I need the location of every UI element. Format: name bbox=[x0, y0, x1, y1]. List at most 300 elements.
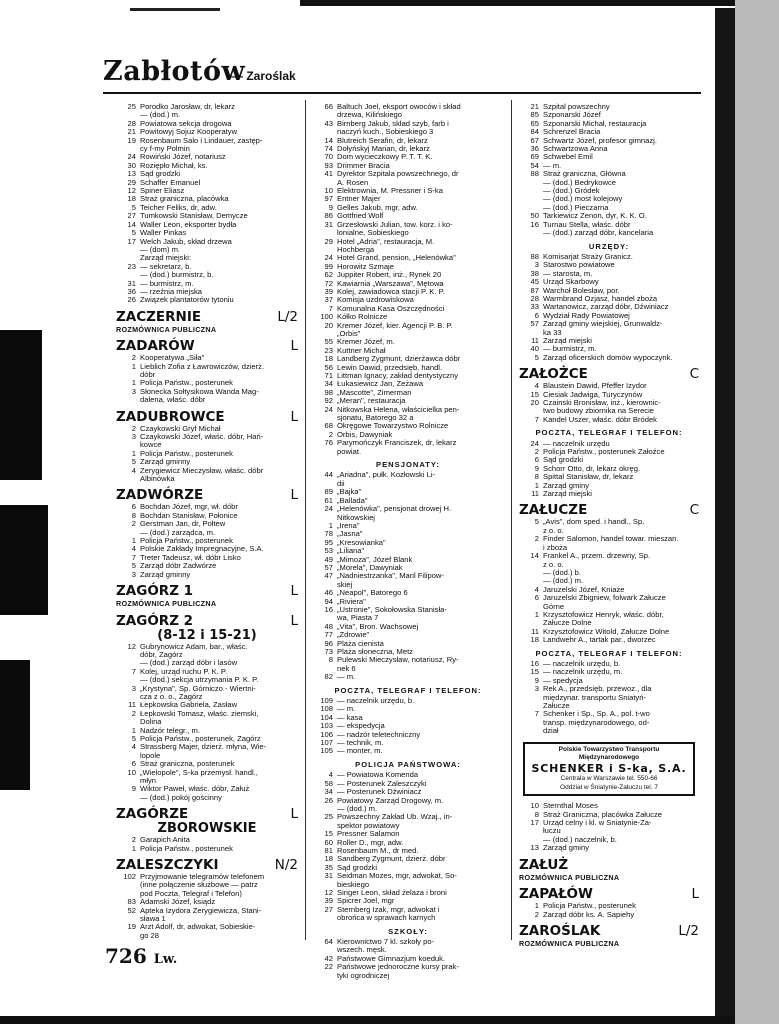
entry-text: Treter Tadeusz, wł. dóbr Lisko bbox=[140, 553, 241, 562]
entry-text: transp. międzynarodowego, od- bbox=[543, 718, 650, 727]
entry-text: Krzysztofowicz Henryk, właśc. dóbr, bbox=[543, 610, 664, 619]
section-heading: POCZTA, TELEGRAF I TELEFON: bbox=[535, 648, 683, 658]
directory-entry bbox=[519, 836, 699, 844]
page-footer bbox=[105, 944, 177, 968]
directory-entry bbox=[519, 819, 699, 827]
phone-number: 9 bbox=[131, 785, 136, 794]
locality-name: ZACZERNIE bbox=[116, 308, 202, 325]
directory-entry bbox=[313, 271, 503, 279]
phone-number: 4 bbox=[328, 771, 333, 780]
directory-entry bbox=[313, 731, 503, 739]
directory-entry bbox=[519, 677, 699, 685]
directory-entry bbox=[519, 399, 699, 407]
phone-number: 2 bbox=[534, 448, 539, 457]
phone-number bbox=[116, 890, 140, 898]
phone-number: 5 bbox=[131, 203, 136, 212]
phone-number: 7 bbox=[328, 304, 333, 313]
entry-text: — rzeźnia miejska bbox=[140, 287, 203, 296]
phone-number: 27 bbox=[324, 905, 333, 914]
entry-text: Orbis, Dawyniak bbox=[337, 430, 393, 439]
entry-text: Jaruzelski Józef, Kniaże bbox=[543, 585, 625, 594]
entry-text: Policja Państw., posterunek bbox=[140, 449, 233, 458]
phone-number: 8 bbox=[534, 473, 539, 482]
entry-text: pod Poczta, Telegraf i Telefon) bbox=[140, 889, 242, 898]
entry-text: Porodko Jarosław, dr, lekarz bbox=[140, 103, 235, 111]
page-number: 726 bbox=[105, 944, 147, 968]
directory-entry bbox=[116, 836, 298, 844]
entry-text: — (dom) m. bbox=[140, 245, 181, 254]
phone-number: 11 bbox=[531, 336, 539, 345]
directory-entry bbox=[116, 204, 298, 212]
entry-text: dóbr bbox=[140, 370, 156, 379]
page-title: Zabłotów bbox=[103, 56, 246, 87]
entry-text: — (dod.) b. bbox=[543, 568, 581, 577]
directory-entry bbox=[116, 162, 298, 170]
directory-entry bbox=[313, 439, 503, 447]
entry-text: — (dod.) burmistrz, b. bbox=[140, 271, 214, 280]
entry-text: sława 1 bbox=[140, 915, 166, 924]
directory-entry bbox=[116, 718, 298, 726]
entry-text: Dom wycieczkowy P. T. T. K. bbox=[337, 153, 433, 162]
entry-text: Polskie Zakłady Impregnacyjne, S.A. bbox=[140, 545, 264, 554]
entry-text: Krzysztofowicz Witold, Załucze Dolne bbox=[543, 627, 670, 636]
directory-entry bbox=[116, 263, 298, 271]
entry-text: Gubrynowicz Adam, bar., właśc. bbox=[140, 642, 248, 651]
directory-entry bbox=[519, 710, 699, 718]
phone-number: 29 bbox=[127, 178, 136, 187]
phone-number: 89 bbox=[324, 488, 333, 497]
directory-entry bbox=[313, 128, 503, 136]
entry-text: Tumkowski Stanisław, Demycze bbox=[140, 212, 248, 221]
entry-text: „Neapol", Batorego 6 bbox=[337, 589, 408, 598]
phone-number: 14 bbox=[324, 136, 333, 145]
ad-company: SCHENKER i S-ka, S.A. bbox=[531, 762, 687, 776]
phone-number: 1 bbox=[131, 449, 136, 458]
entry-text: Lewin Dawid, przedsięb. handl. bbox=[337, 363, 443, 372]
phone-number: 18 bbox=[324, 355, 333, 364]
phone-number: 8 bbox=[131, 511, 136, 520]
directory-entry bbox=[519, 802, 699, 810]
locality-name: ZAGÓRZE bbox=[116, 806, 189, 823]
locality-heading bbox=[116, 410, 298, 425]
phone-number bbox=[519, 727, 543, 735]
entry-text: Sąd grodzki bbox=[140, 170, 181, 179]
locality-heading bbox=[116, 584, 298, 599]
locality-name: ZADARÓW bbox=[116, 338, 195, 355]
entry-text: ka 33 bbox=[543, 328, 562, 337]
column-3 bbox=[519, 103, 699, 952]
entry-text: Szpital powszechny bbox=[543, 103, 610, 111]
entry-text: międzynar. transportu Śniatyń- bbox=[543, 693, 646, 702]
entry-text: Straż graniczna, Główna bbox=[543, 170, 626, 179]
directory-entry bbox=[313, 380, 503, 388]
directory-entry bbox=[519, 162, 699, 170]
entry-text: Łukasiewicz Jan, Żeżawa bbox=[337, 380, 424, 389]
directory-entry bbox=[116, 545, 298, 553]
entry-text: Elektrownia, M. Pressner i S-ka bbox=[337, 187, 443, 196]
phone-number: 72 bbox=[324, 279, 333, 288]
directory-entry bbox=[116, 710, 298, 718]
directory-entry bbox=[519, 694, 699, 702]
directory-entry bbox=[313, 889, 503, 897]
directory-entry bbox=[313, 238, 503, 246]
directory-entry bbox=[313, 847, 503, 855]
entry-text: tyki ogrodniczej bbox=[337, 971, 390, 980]
directory-entry bbox=[519, 561, 699, 569]
phone-number: 26 bbox=[324, 796, 333, 805]
phone-number: 3 bbox=[131, 387, 136, 396]
directory-entry bbox=[313, 480, 503, 488]
phone-number: 102 bbox=[123, 873, 136, 882]
entry-text: Czaykowski Józef, właśc. dóbr, Hań- bbox=[140, 433, 264, 441]
directory-entry bbox=[313, 722, 503, 730]
directory-entry bbox=[313, 963, 503, 971]
directory-entry bbox=[116, 898, 298, 906]
directory-entry bbox=[519, 329, 699, 337]
locality-subheading: ZBOROWSKIE bbox=[157, 821, 257, 837]
phone-number: 95 bbox=[324, 538, 333, 547]
directory-entry bbox=[519, 278, 699, 286]
directory-entry bbox=[116, 111, 298, 119]
entry-text: Komisarjat Straży Granicz. bbox=[543, 252, 633, 261]
phone-number bbox=[313, 128, 337, 136]
directory-entry bbox=[519, 382, 699, 390]
directory-entry bbox=[313, 246, 503, 254]
entry-text: — (dod.) zarząd dóbr, kancelaria bbox=[543, 229, 654, 238]
entry-text: — Posterunek Dźwiniacz bbox=[337, 788, 422, 797]
phone-number: 3 bbox=[534, 685, 539, 694]
phone-number: 2 bbox=[534, 910, 539, 919]
phone-number: 57 bbox=[530, 320, 539, 329]
directory-entry bbox=[313, 111, 503, 119]
directory-entry bbox=[116, 777, 298, 785]
directory-entry bbox=[116, 396, 298, 404]
entry-text: Dyrektor Szpitala powszechnego, dr bbox=[337, 170, 459, 179]
directory-entry bbox=[519, 518, 699, 526]
phone-number bbox=[116, 254, 140, 262]
entry-text: „Jasna" bbox=[337, 530, 363, 539]
phone-number: 9 bbox=[534, 464, 539, 473]
locality-heading bbox=[519, 503, 699, 518]
directory-entry bbox=[519, 120, 699, 128]
entry-text: Rowiński Józef, notariusz bbox=[140, 153, 226, 162]
phone-number: 22 bbox=[324, 963, 333, 972]
directory-entry bbox=[519, 660, 699, 668]
directory-entry bbox=[519, 187, 699, 195]
phone-number: 74 bbox=[324, 145, 333, 154]
entry-text: Frankel A., przem. drzewny, Sp. bbox=[543, 552, 651, 561]
directory-entry bbox=[116, 433, 298, 441]
phone-number bbox=[116, 676, 140, 684]
entry-text: Urząd celny i kl. w Śniatynie-Za- bbox=[543, 819, 652, 828]
phone-number: 52 bbox=[127, 906, 136, 915]
directory-entry bbox=[313, 170, 503, 178]
entry-text: — (dod.) zarządca, m. bbox=[140, 528, 216, 537]
directory-entry bbox=[116, 760, 298, 768]
section-heading: POLICJA PAŃSTWOWA: bbox=[355, 759, 461, 769]
phone-number: 17 bbox=[530, 819, 539, 828]
entry-text: — (dod.) m. bbox=[543, 577, 584, 586]
entry-text: Schrenzel Bracia bbox=[543, 128, 601, 137]
entry-text: młyn bbox=[140, 777, 157, 785]
entry-text: — sekretarz, b. bbox=[140, 262, 192, 271]
locality-name: ZADUBROWCE bbox=[116, 408, 225, 425]
section-heading: SZKOŁY: bbox=[388, 926, 428, 936]
phone-number: 2 bbox=[328, 430, 333, 439]
phone-number bbox=[519, 195, 543, 203]
directory-entry bbox=[313, 614, 503, 622]
phone-number: 86 bbox=[324, 212, 333, 221]
locality-note: ROZMÓWNICA PUBLICZNA bbox=[519, 872, 620, 882]
phone-number bbox=[519, 407, 543, 415]
directory-entry bbox=[313, 572, 503, 580]
locality-name: ZAŁUŻ bbox=[519, 856, 569, 873]
phone-number: 24 bbox=[127, 153, 136, 162]
entry-text: Horowitz Szmaje bbox=[337, 262, 394, 271]
locality-name: ZAŁOŻCE bbox=[519, 366, 588, 383]
locality-heading bbox=[116, 310, 298, 325]
column-2 bbox=[313, 103, 503, 980]
entry-text: Kółko Rolnicze bbox=[337, 313, 388, 322]
directory-entry bbox=[313, 488, 503, 496]
phone-number: 1 bbox=[131, 379, 136, 388]
phone-number: 2 bbox=[131, 424, 136, 433]
entry-text: Albinówka bbox=[140, 475, 175, 484]
scan-artifact-bottom bbox=[0, 1016, 735, 1024]
entry-text: „Bajka" bbox=[337, 488, 362, 497]
directory-entry bbox=[313, 589, 503, 597]
directory-entry bbox=[313, 229, 503, 237]
entry-text: dalena, właśc. dóbr bbox=[140, 396, 206, 405]
entry-text: „Meran", restauracja bbox=[337, 397, 406, 406]
entry-text: Okręgowe Towarzystwo Rolnicze bbox=[337, 422, 449, 431]
entry-text: „Kresowianka" bbox=[337, 538, 386, 547]
ad-contact-2: Oddział w Śniatynie-Załuczu tel. 7 bbox=[560, 783, 658, 791]
phone-number: 41 bbox=[324, 170, 333, 179]
phone-number: 38 bbox=[530, 269, 539, 278]
entry-text: — naczelnik urzędu bbox=[543, 439, 610, 448]
directory-entry bbox=[519, 482, 699, 490]
entry-text: Spiner Eliasz bbox=[140, 187, 185, 196]
directory-entry bbox=[116, 296, 298, 304]
entry-text: Drimmer Bracia bbox=[337, 161, 390, 170]
phone-number bbox=[116, 881, 140, 889]
directory-entry bbox=[519, 270, 699, 278]
phone-number: 25 bbox=[127, 103, 136, 111]
entry-text: Bochdan Józef, mgr, wł. dóbr bbox=[140, 503, 238, 512]
phone-number: 6 bbox=[534, 311, 539, 320]
directory-entry bbox=[313, 556, 503, 564]
phone-number: 6 bbox=[131, 503, 136, 512]
directory-entry bbox=[519, 179, 699, 187]
entry-text: Bochdan Stanisław, Połonice bbox=[140, 511, 238, 520]
phone-number bbox=[116, 145, 140, 153]
phone-number: 3 bbox=[131, 684, 136, 693]
directory-entry bbox=[519, 153, 699, 161]
phone-number: 36 bbox=[530, 145, 539, 154]
phone-number: 24 bbox=[324, 505, 333, 514]
directory-entry bbox=[116, 441, 298, 449]
entry-text: Adamski Józef, ksiądz bbox=[140, 898, 216, 907]
entry-text: — (dod.) pokój gościnny bbox=[140, 793, 222, 802]
scan-margin-gray bbox=[735, 0, 779, 1024]
phone-number bbox=[519, 619, 543, 627]
phone-number bbox=[116, 246, 140, 254]
directory-entry bbox=[116, 571, 298, 579]
directory-entry bbox=[116, 845, 298, 853]
directory-entry bbox=[313, 347, 503, 355]
directory-entry bbox=[313, 648, 503, 656]
directory-entry bbox=[313, 788, 503, 796]
phone-number: 1 bbox=[534, 481, 539, 490]
directory-entry bbox=[313, 120, 503, 128]
entry-text: Kuttner Michał bbox=[337, 346, 386, 355]
column-divider-1 bbox=[305, 100, 306, 940]
phone-number bbox=[313, 614, 337, 622]
directory-entry bbox=[519, 407, 699, 415]
directory-entry bbox=[116, 668, 298, 676]
directory-entry bbox=[313, 897, 503, 905]
directory-entry bbox=[116, 254, 298, 262]
phone-number: 56 bbox=[324, 363, 333, 372]
directory-entry bbox=[519, 287, 699, 295]
phone-number: 1 bbox=[131, 844, 136, 853]
phone-number: 69 bbox=[530, 153, 539, 162]
phone-number: 107 bbox=[320, 739, 333, 748]
directory-entry bbox=[519, 668, 699, 676]
phone-number: 14 bbox=[530, 552, 539, 561]
entry-text: Państwowe Gimnazjum koeduk. bbox=[337, 954, 446, 963]
phone-number bbox=[313, 179, 337, 187]
entry-text: Powiatowy Zarząd Drogowy, m. bbox=[337, 796, 444, 805]
directory-entry bbox=[519, 569, 699, 577]
directory-entry bbox=[313, 631, 503, 639]
directory-entry bbox=[116, 881, 298, 889]
phone-number: 16 bbox=[530, 659, 539, 668]
directory-entry bbox=[313, 972, 503, 980]
entry-text: Komisja uzdrowiskowa bbox=[337, 296, 414, 305]
entry-text: Czainski Bronisław, inż., kierownic- bbox=[543, 399, 661, 407]
directory-entry bbox=[519, 611, 699, 619]
entry-text: Birnberg Jakub, skład szyb, farb i bbox=[337, 119, 449, 128]
directory-entry bbox=[116, 529, 298, 537]
phone-number: 29 bbox=[324, 237, 333, 246]
entry-text: — m. bbox=[543, 161, 562, 170]
entry-text: Schenker i Sp., Sp. A., pol. t-wo bbox=[543, 710, 650, 719]
entry-text: — (dod.) zarząd dóbr i lasów bbox=[140, 659, 238, 668]
directory-entry bbox=[313, 805, 503, 813]
phone-number bbox=[313, 480, 337, 488]
phone-number: 11 bbox=[128, 701, 136, 710]
phone-number: 16 bbox=[530, 220, 539, 229]
directory-entry bbox=[313, 296, 503, 304]
locality-heading bbox=[116, 488, 298, 503]
directory-entry bbox=[519, 577, 699, 585]
directory-entry bbox=[116, 229, 298, 237]
directory-entry bbox=[313, 389, 503, 397]
phone-number: 73 bbox=[324, 648, 333, 656]
phone-number: 23 bbox=[324, 346, 333, 355]
entry-text: A. Rosen bbox=[337, 178, 369, 187]
directory-entry bbox=[116, 752, 298, 760]
entry-text: Parymończyk Franciszek, dr, lekarz bbox=[337, 439, 457, 448]
directory-entry bbox=[116, 288, 298, 296]
entry-text: Kierownictwo 7 kl. szkoły po- bbox=[337, 938, 435, 946]
phone-number bbox=[519, 527, 543, 535]
entry-text: Blutreich Serafin, dr, lekarz bbox=[337, 136, 428, 145]
entry-text: „Riviera" bbox=[337, 597, 366, 606]
locality-heading bbox=[519, 858, 699, 873]
directory-entry bbox=[116, 425, 298, 433]
directory-entry bbox=[116, 794, 298, 802]
entry-text: Plaża słoneczna, Metz bbox=[337, 648, 413, 656]
directory-entry bbox=[519, 137, 699, 145]
phone-number: 98 bbox=[324, 388, 333, 397]
entry-text: — nadzór teletechniczny bbox=[337, 730, 421, 739]
phone-number: 67 bbox=[530, 136, 539, 145]
directory-entry bbox=[116, 128, 298, 136]
phone-number: 42 bbox=[324, 954, 333, 963]
phone-number bbox=[519, 187, 543, 195]
entry-text: Pressner Salamon bbox=[337, 830, 400, 839]
directory-entry bbox=[116, 743, 298, 751]
directory-entry bbox=[116, 475, 298, 483]
directory-entry bbox=[519, 911, 699, 919]
phone-number bbox=[313, 665, 337, 673]
entry-text: wa, Piasta 7 bbox=[337, 614, 379, 623]
phone-number: 7 bbox=[534, 415, 539, 424]
entry-text: sjonatu, Batorego 32 a bbox=[337, 414, 414, 423]
phone-number bbox=[519, 544, 543, 552]
phone-number: 13 bbox=[127, 170, 136, 179]
phone-number: 57 bbox=[324, 563, 333, 572]
phone-number: 5 bbox=[131, 229, 136, 238]
entry-text: — (dod.) naczelnik, b. bbox=[543, 835, 617, 844]
entry-text: Warchoł Bolesław, por. bbox=[543, 286, 620, 295]
phone-number: 54 bbox=[530, 161, 539, 170]
directory-entry bbox=[313, 797, 503, 805]
scan-artifact-top bbox=[300, 0, 735, 6]
directory-entry bbox=[313, 547, 503, 555]
phone-number: 58 bbox=[324, 779, 333, 788]
entry-text: Blaustein Dawid, Pfeffer Izydor bbox=[543, 382, 647, 391]
phone-number: 5 bbox=[131, 562, 136, 571]
locality-heading bbox=[519, 887, 699, 902]
directory-entry bbox=[313, 497, 503, 505]
entry-text: i zboża bbox=[543, 543, 568, 552]
entry-text: Straż graniczna, posterunek bbox=[140, 760, 235, 769]
phone-number: 20 bbox=[530, 399, 539, 407]
directory-entry bbox=[116, 701, 298, 709]
directory-entry bbox=[519, 586, 699, 594]
phone-number bbox=[116, 396, 140, 404]
entry-text: Garapich Anita bbox=[140, 836, 190, 845]
directory-entry bbox=[313, 305, 503, 313]
phone-number: 5 bbox=[131, 734, 136, 743]
directory-entry bbox=[313, 955, 503, 963]
directory-entry bbox=[116, 512, 298, 520]
directory-entry bbox=[116, 923, 298, 931]
entry-text: Policja Państw., posterunek bbox=[543, 902, 636, 911]
locality-note: ROZMÓWNICA PUBLICZNA bbox=[116, 599, 217, 609]
entry-text: Związek plantatorów tytoniu bbox=[140, 296, 234, 305]
entry-text: „Orbis" bbox=[337, 329, 361, 338]
entry-text: Straż graniczna, placówka bbox=[140, 195, 229, 204]
directory-entry bbox=[116, 659, 298, 667]
directory-entry bbox=[519, 448, 699, 456]
directory-entry bbox=[519, 312, 699, 320]
directory-entry bbox=[313, 830, 503, 838]
